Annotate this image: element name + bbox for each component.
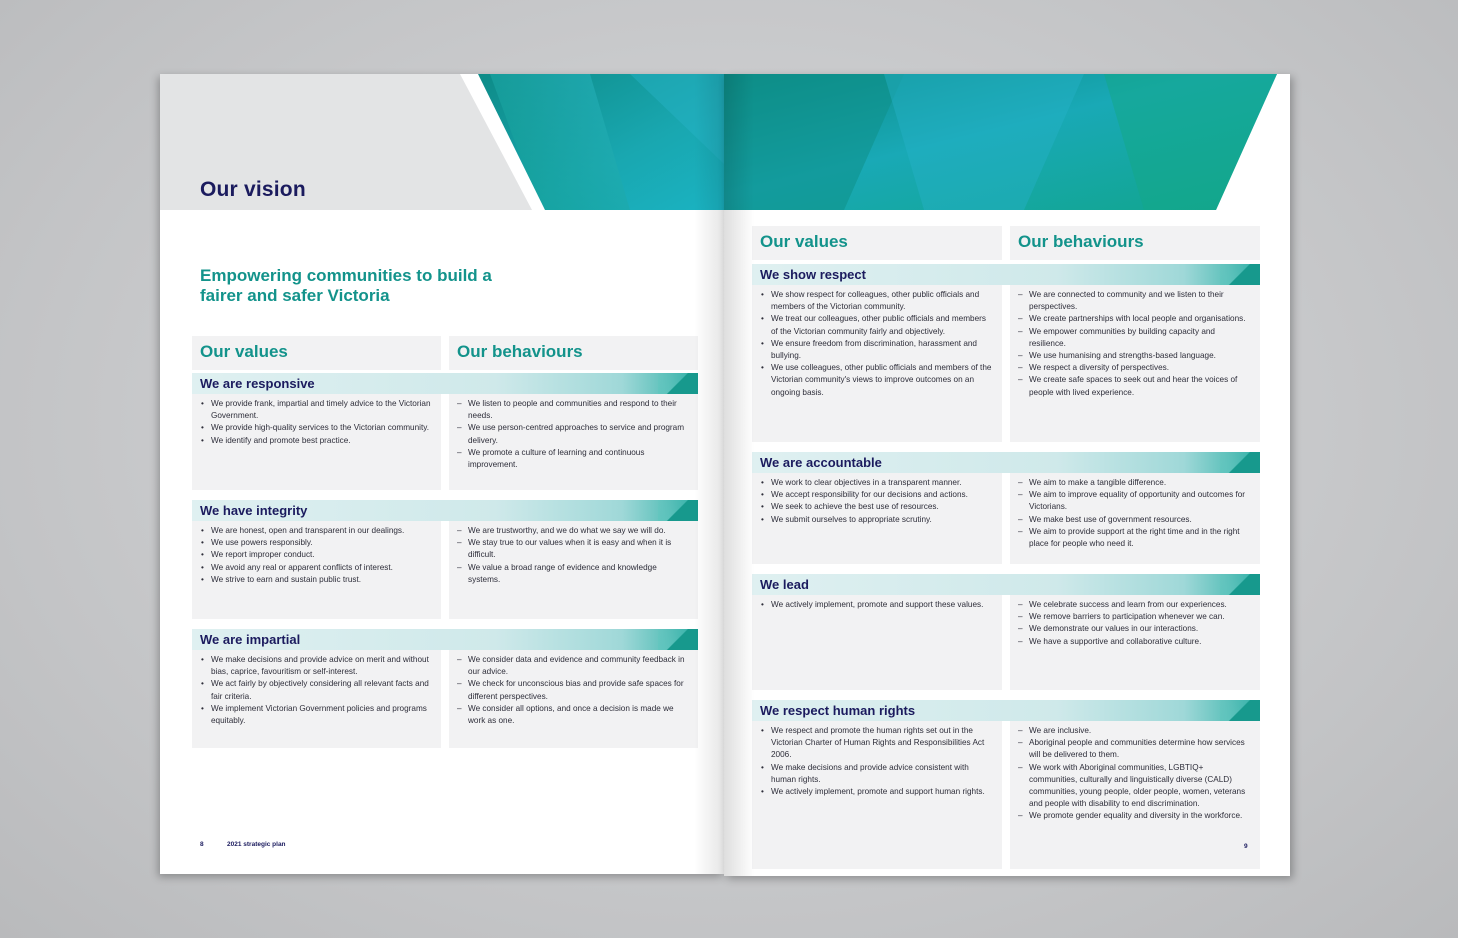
behaviour-item: – We work with Aboriginal communities, LGBTIQ+ communities, culturally and linguistically diverse (CALD) communities, young people, older people, women, veterans and people with disability to end discrimination. — [1018, 762, 1250, 811]
section-heading: We have integrity — [200, 503, 308, 518]
left-page — [160, 74, 724, 874]
behaviour-item: – We aim to make a tangible difference. — [1018, 477, 1250, 489]
behaviour-item: – We empower communities by building capacity and resilience. — [1018, 326, 1250, 350]
section-heading: We are accountable — [760, 455, 882, 470]
right-page — [724, 74, 1290, 876]
section-columns — [752, 473, 1260, 564]
page-title: Our vision — [200, 178, 306, 201]
value-item: • We use powers responsibly. — [200, 537, 431, 549]
behaviour-item: – We consider data and evidence and community feedback in our advice. — [457, 654, 688, 678]
behaviours-list — [457, 654, 688, 727]
value-item: • We submit ourselves to appropriate scrutiny. — [760, 514, 992, 526]
footer-label: 2021 strategic plan — [227, 841, 286, 848]
behaviours-column-header: Our behaviours — [449, 336, 698, 370]
values-list — [200, 525, 431, 586]
column-headers — [192, 336, 698, 370]
section-heading-bar — [192, 373, 698, 394]
values-list — [760, 599, 992, 611]
page-number: 9 — [1244, 843, 1248, 850]
value-item: • We treat our colleagues, other public officials and members of the Victorian community fairly and objectively. — [760, 313, 992, 337]
values-list — [200, 398, 431, 447]
value-item: • We act fairly by objectively considering all relevant facts and fair criteria. — [200, 678, 431, 702]
behaviour-item: – We are trustworthy, and we do what we say we will do. — [457, 525, 688, 537]
vision-tagline: Empowering communities to build a fairer and safer Victoria — [200, 266, 492, 305]
value-item: • We actively implement, promote and support human rights. — [760, 786, 992, 798]
value-section — [192, 500, 698, 619]
bar-accent — [658, 373, 698, 394]
value-item: • We implement Victorian Government policies and programs equitably. — [200, 703, 431, 727]
section-heading: We are impartial — [200, 632, 301, 647]
values-column — [752, 595, 1002, 690]
value-item: • We actively implement, promote and support these values. — [760, 599, 992, 611]
behaviours-list — [1018, 477, 1250, 550]
values-list — [760, 725, 992, 798]
behaviour-item: – We make best use of government resources. — [1018, 514, 1250, 526]
behaviours-list — [1018, 599, 1250, 648]
behaviour-item: – We check for unconscious bias and provide safe spaces for different perspectives. — [457, 678, 688, 702]
behaviours-list — [457, 398, 688, 471]
behaviour-item: – Aboriginal people and communities determine how services will be delivered to them. — [1018, 737, 1250, 761]
value-section — [752, 452, 1260, 564]
section-columns — [752, 595, 1260, 690]
value-item: • We provide high-quality services to the Victorian community. — [200, 422, 431, 434]
value-section — [192, 629, 698, 748]
behaviours-list — [457, 525, 688, 586]
bar-accent — [1220, 574, 1260, 595]
value-section — [752, 264, 1260, 442]
values-column — [752, 473, 1002, 564]
values-column — [192, 650, 441, 748]
behaviour-item: – We demonstrate our values in our interactions. — [1018, 623, 1250, 635]
bar-accent — [1220, 700, 1260, 721]
values-grid-right — [752, 226, 1260, 869]
behaviour-item: – We promote gender equality and diversity in the workforce. — [1018, 810, 1250, 822]
value-item: • We provide frank, impartial and timely advice to the Victorian Government. — [200, 398, 431, 422]
value-item: • We seek to achieve the best use of resources. — [760, 501, 992, 513]
section-heading: We show respect — [760, 267, 866, 282]
behaviours-column — [449, 394, 698, 490]
behaviour-item: – We remove barriers to participation whenever we can. — [1018, 611, 1250, 623]
value-item: • We accept responsibility for our decisions and actions. — [760, 489, 992, 501]
value-item: • We avoid any real or apparent conflicts of interest. — [200, 562, 431, 574]
behaviours-list — [1018, 725, 1250, 823]
section-heading-bar — [192, 500, 698, 521]
section-heading: We respect human rights — [760, 703, 916, 718]
behaviour-item: – We consider all options, and once a decision is made we work as one. — [457, 703, 688, 727]
behaviour-item: – We stay true to our values when it is easy and when it is difficult. — [457, 537, 688, 561]
values-column-header: Our values — [192, 336, 441, 370]
behaviour-item: – We have a supportive and collaborative culture. — [1018, 636, 1250, 648]
column-headers — [752, 226, 1260, 260]
value-section — [192, 373, 698, 490]
behaviour-item: – We respect a diversity of perspectives. — [1018, 362, 1250, 374]
behaviour-item: – We value a broad range of evidence and knowledge systems. — [457, 562, 688, 586]
value-item: • We show respect for colleagues, other public officials and members of the Victorian community. — [760, 289, 992, 313]
behaviours-column — [1010, 473, 1260, 564]
behaviour-item: – We aim to improve equality of opportunity and outcomes for Victorians. — [1018, 489, 1250, 513]
section-heading-bar — [752, 700, 1260, 721]
behaviour-item: – We are connected to community and we listen to their perspectives. — [1018, 289, 1250, 313]
section-heading-bar — [192, 629, 698, 650]
behaviour-item: – We use person-centred approaches to service and program delivery. — [457, 422, 688, 446]
value-item: • We identify and promote best practice. — [200, 435, 431, 447]
value-item: • We are honest, open and transparent in our dealings. — [200, 525, 431, 537]
value-item: • We report improper conduct. — [200, 549, 431, 561]
behaviours-column — [449, 521, 698, 619]
section-heading-bar — [752, 264, 1260, 285]
bar-accent — [658, 629, 698, 650]
section-columns — [752, 721, 1260, 869]
behaviours-list — [1018, 289, 1250, 399]
section-columns — [192, 394, 698, 490]
values-column — [752, 285, 1002, 442]
values-list — [760, 289, 992, 399]
value-item: • We respect and promote the human rights set out in the Victorian Charter of Human Rights and Responsibilities Act 2006. — [760, 725, 992, 762]
section-columns — [192, 650, 698, 748]
value-item: • We strive to earn and sustain public trust. — [200, 574, 431, 586]
behaviours-column — [1010, 595, 1260, 690]
behaviours-column — [1010, 721, 1260, 869]
value-item: • We ensure freedom from discrimination, harassment and bullying. — [760, 338, 992, 362]
behaviour-item: – We celebrate success and learn from our experiences. — [1018, 599, 1250, 611]
behaviour-item: – We promote a culture of learning and continuous improvement. — [457, 447, 688, 471]
page-number: 8 — [200, 841, 204, 848]
behaviour-item: – We create partnerships with local people and organisations. — [1018, 313, 1250, 325]
section-heading-bar — [752, 574, 1260, 595]
bar-accent — [658, 500, 698, 521]
values-column — [192, 521, 441, 619]
behaviours-column — [1010, 285, 1260, 442]
behaviours-column-header: Our behaviours — [1010, 226, 1260, 260]
section-heading-bar — [752, 452, 1260, 473]
behaviours-column — [449, 650, 698, 748]
behaviour-item: – We listen to people and communities and respond to their needs. — [457, 398, 688, 422]
value-item: • We make decisions and provide advice consistent with human rights. — [760, 762, 992, 786]
values-list — [760, 477, 992, 526]
value-section — [752, 574, 1260, 690]
header-band — [724, 74, 1290, 210]
bar-accent — [1220, 264, 1260, 285]
value-item: • We make decisions and provide advice on merit and without bias, caprice, favouritism or self-interest. — [200, 654, 431, 678]
values-column — [192, 394, 441, 490]
behaviour-item: – We use humanising and strengths-based language. — [1018, 350, 1250, 362]
section-columns — [752, 285, 1260, 442]
values-grid-left — [192, 336, 698, 748]
section-heading: We lead — [760, 577, 809, 592]
behaviour-item: – We are inclusive. — [1018, 725, 1250, 737]
values-list — [200, 654, 431, 727]
value-item: • We work to clear objectives in a transparent manner. — [760, 477, 992, 489]
section-columns — [192, 521, 698, 619]
values-column-header: Our values — [752, 226, 1002, 260]
section-heading: We are responsive — [200, 376, 315, 391]
bar-accent — [1220, 452, 1260, 473]
value-item: • We use colleagues, other public officials and members of the Victorian community's views to improve outcomes on an ongoing basis. — [760, 362, 992, 399]
behaviour-item: – We aim to provide support at the right time and in the right place for people who need it. — [1018, 526, 1250, 550]
values-column — [752, 721, 1002, 869]
value-section — [752, 700, 1260, 869]
behaviour-item: – We create safe spaces to seek out and hear the voices of people with lived experience. — [1018, 374, 1250, 398]
